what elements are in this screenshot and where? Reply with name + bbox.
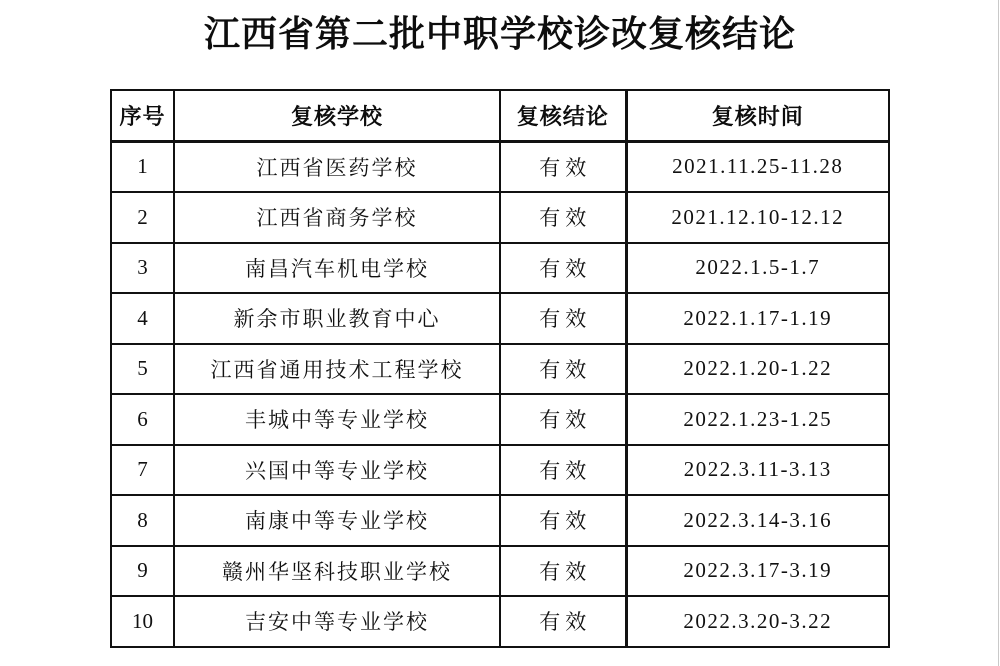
cell-num: 2 xyxy=(111,192,174,243)
cell-num: 6 xyxy=(111,394,174,445)
cell-num: 1 xyxy=(111,141,174,192)
cell-time: 2022.1.17-1.19 xyxy=(626,293,889,344)
cell-school: 丰城中等专业学校 xyxy=(174,394,500,445)
table-row xyxy=(111,192,889,243)
cell-time: 2021.12.10-12.12 xyxy=(626,192,889,243)
table-row xyxy=(111,141,889,192)
column-header-index: 序号 xyxy=(111,90,174,141)
cell-school: 赣州华坚科技职业学校 xyxy=(174,546,500,597)
column-header-time: 复核时间 xyxy=(626,90,889,141)
cell-school: 兴国中等专业学校 xyxy=(174,445,500,496)
cell-result: 有效 xyxy=(500,192,626,243)
column-header-result: 复核结论 xyxy=(500,90,626,141)
cell-result: 有效 xyxy=(500,344,626,395)
cell-num: 4 xyxy=(111,293,174,344)
cell-result: 有效 xyxy=(500,293,626,344)
table-row xyxy=(111,394,889,445)
table-row xyxy=(111,445,889,496)
cell-num: 9 xyxy=(111,546,174,597)
table-row xyxy=(111,243,889,294)
cell-time: 2022.3.11-3.13 xyxy=(626,445,889,496)
table-row xyxy=(111,293,889,344)
screen-right-edge-line xyxy=(998,0,999,666)
cell-time: 2022.3.14-3.16 xyxy=(626,495,889,546)
table-row xyxy=(111,546,889,597)
cell-result: 有效 xyxy=(500,394,626,445)
cell-school: 江西省商务学校 xyxy=(174,192,500,243)
cell-time: 2022.3.20-3.22 xyxy=(626,596,889,647)
cell-school: 新余市职业教育中心 xyxy=(174,293,500,344)
cell-school: 吉安中等专业学校 xyxy=(174,596,500,647)
cell-num: 7 xyxy=(111,445,174,496)
cell-time: 2022.3.17-3.19 xyxy=(626,546,889,597)
cell-time: 2022.1.5-1.7 xyxy=(626,243,889,294)
cell-num: 8 xyxy=(111,495,174,546)
cell-result: 有效 xyxy=(500,546,626,597)
cell-school: 南康中等专业学校 xyxy=(174,495,500,546)
table-body xyxy=(111,141,889,647)
cell-time: 2022.1.20-1.22 xyxy=(626,344,889,395)
cell-time: 2021.11.25-11.28 xyxy=(626,141,889,192)
cell-school: 江西省医药学校 xyxy=(174,141,500,192)
table-row xyxy=(111,596,889,647)
table-header-row xyxy=(111,90,889,141)
column-header-school: 复核学校 xyxy=(174,90,500,141)
cell-num: 5 xyxy=(111,344,174,395)
cell-num: 10 xyxy=(111,596,174,647)
cell-result: 有效 xyxy=(500,596,626,647)
cell-num: 3 xyxy=(111,243,174,294)
cell-result: 有效 xyxy=(500,495,626,546)
cell-result: 有效 xyxy=(500,445,626,496)
cell-result: 有效 xyxy=(500,243,626,294)
cell-school: 江西省通用技术工程学校 xyxy=(174,344,500,395)
page-title: 江西省第二批中职学校诊改复核结论 xyxy=(203,14,796,54)
cell-result: 有效 xyxy=(500,141,626,192)
table-row xyxy=(111,495,889,546)
cell-time: 2022.1.23-1.25 xyxy=(626,394,889,445)
cell-school: 南昌汽车机电学校 xyxy=(174,243,500,294)
review-results-table xyxy=(110,89,890,648)
table-row xyxy=(111,344,889,395)
